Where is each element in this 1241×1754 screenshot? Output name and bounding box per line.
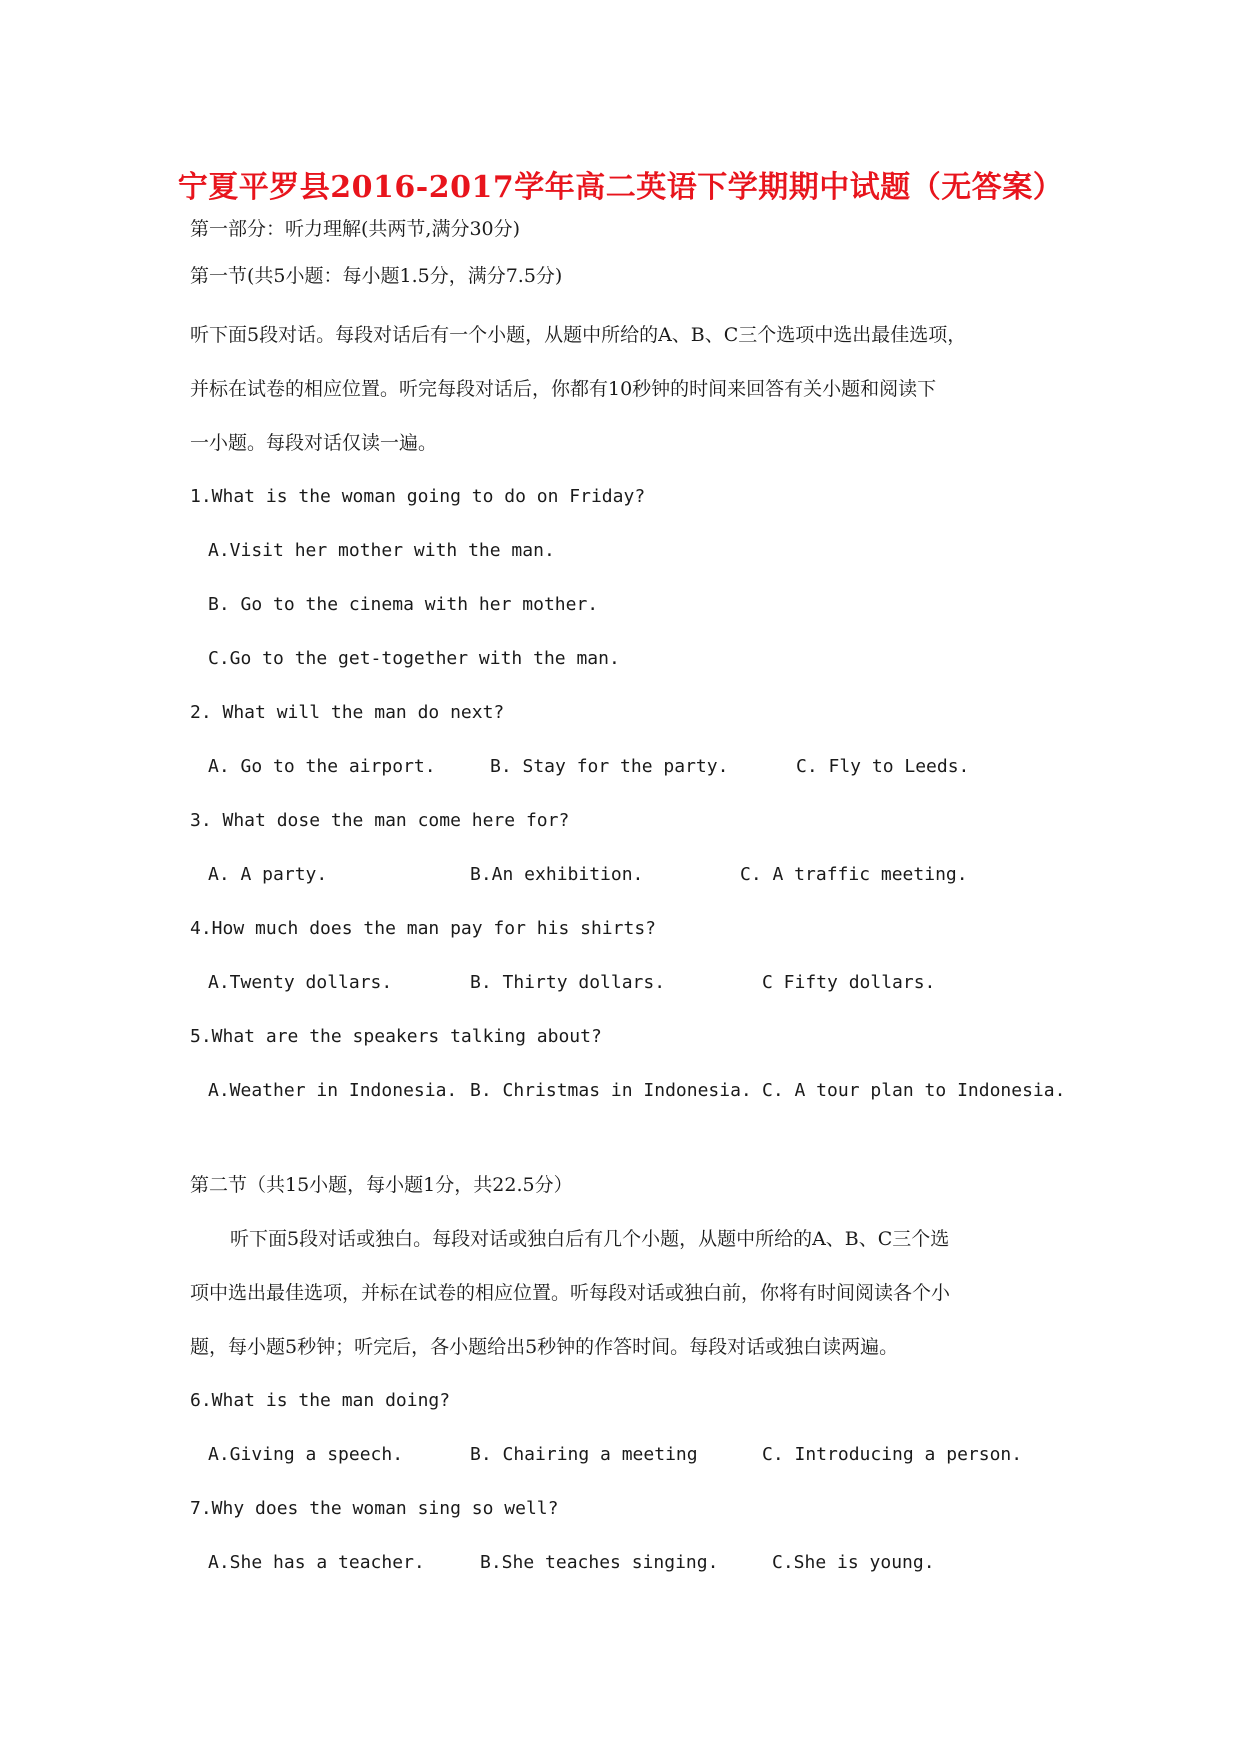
question-3-option-b: B.An exhibition. bbox=[470, 864, 644, 885]
question-6-option-b: B. Chairing a meeting bbox=[470, 1444, 698, 1465]
question-4: 4.How much does the man pay for his shirts? bbox=[190, 918, 656, 939]
question-5: 5.What are the speakers talking about? bbox=[190, 1026, 602, 1047]
page-title: 宁夏平罗县2016-2017学年高二英语下学期期中试题（无答案） bbox=[177, 170, 1064, 205]
question-4-option-b: B. Thirty dollars. bbox=[470, 972, 666, 993]
section2-instructions-line: 项中选出最佳选项，并标在试卷的相应位置。听每段对话或独白前，你将有时间阅读各个小 bbox=[190, 1282, 951, 1304]
question-1-option-b: B. Go to the cinema with her mother. bbox=[208, 594, 599, 615]
question-3-option-a: A. A party. bbox=[208, 864, 328, 885]
question-1: 1.What is the woman going to do on Friday? bbox=[190, 486, 646, 507]
question-5-option-a: A.Weather in Indonesia. bbox=[208, 1080, 458, 1101]
section1-instructions-line: 并标在试卷的相应位置。听完每段对话后，你都有10秒钟的时间来回答有关小题和阅读下 bbox=[190, 378, 937, 400]
question-7-option-a: A.She has a teacher. bbox=[208, 1552, 425, 1573]
question-5-option-c: C. A tour plan to Indonesia. bbox=[762, 1080, 1066, 1101]
question-5-option-b: B. Christmas in Indonesia. bbox=[470, 1080, 752, 1101]
question-1-option-a: A.Visit her mother with the man. bbox=[208, 540, 555, 561]
part1-heading: 第一部分：听力理解(共两节,满分30分) bbox=[190, 218, 521, 240]
section1-instructions-line: 一小题。每段对话仅读一遍。 bbox=[190, 432, 438, 454]
section1-heading: 第一节(共5小题：每小题1.5分，满分7.5分) bbox=[190, 265, 563, 287]
question-2: 2. What will the man do next? bbox=[190, 702, 505, 723]
question-3: 3. What dose the man come here for? bbox=[190, 810, 570, 831]
question-4-option-a: A.Twenty dollars. bbox=[208, 972, 393, 993]
section2-instructions-line: 听下面5段对话或独白。每段对话或独白后有几个小题，从题中所给的A、B、C三个选 bbox=[230, 1228, 950, 1250]
question-6-option-a: A.Giving a speech. bbox=[208, 1444, 404, 1465]
question-6-option-c: C. Introducing a person. bbox=[762, 1444, 1023, 1465]
question-2-option-c: C. Fly to Leeds. bbox=[796, 756, 970, 777]
question-7-option-c: C.She is young. bbox=[772, 1552, 935, 1573]
question-4-option-c: C Fifty dollars. bbox=[762, 972, 936, 993]
section2-instructions-line: 题，每小题5秒钟；听完后，各小题给出5秒钟的作答时间。每段对话或独白读两遍。 bbox=[190, 1336, 899, 1358]
question-1-option-c: C.Go to the get-together with the man. bbox=[208, 648, 620, 669]
question-7: 7.Why does the woman sing so well? bbox=[190, 1498, 559, 1519]
question-2-option-b: B. Stay for the party. bbox=[490, 756, 729, 777]
question-2-option-a: A. Go to the airport. bbox=[208, 756, 436, 777]
question-3-option-c: C. A traffic meeting. bbox=[740, 864, 968, 885]
question-7-option-b: B.She teaches singing. bbox=[480, 1552, 719, 1573]
section2-heading: 第二节（共15小题，每小题1分，共22.5分） bbox=[190, 1174, 573, 1196]
section1-instructions-line: 听下面5段对话。每段对话后有一个小题，从题中所给的A、B、C三个选项中选出最佳选项， bbox=[190, 324, 967, 346]
question-6: 6.What is the man doing? bbox=[190, 1390, 451, 1411]
